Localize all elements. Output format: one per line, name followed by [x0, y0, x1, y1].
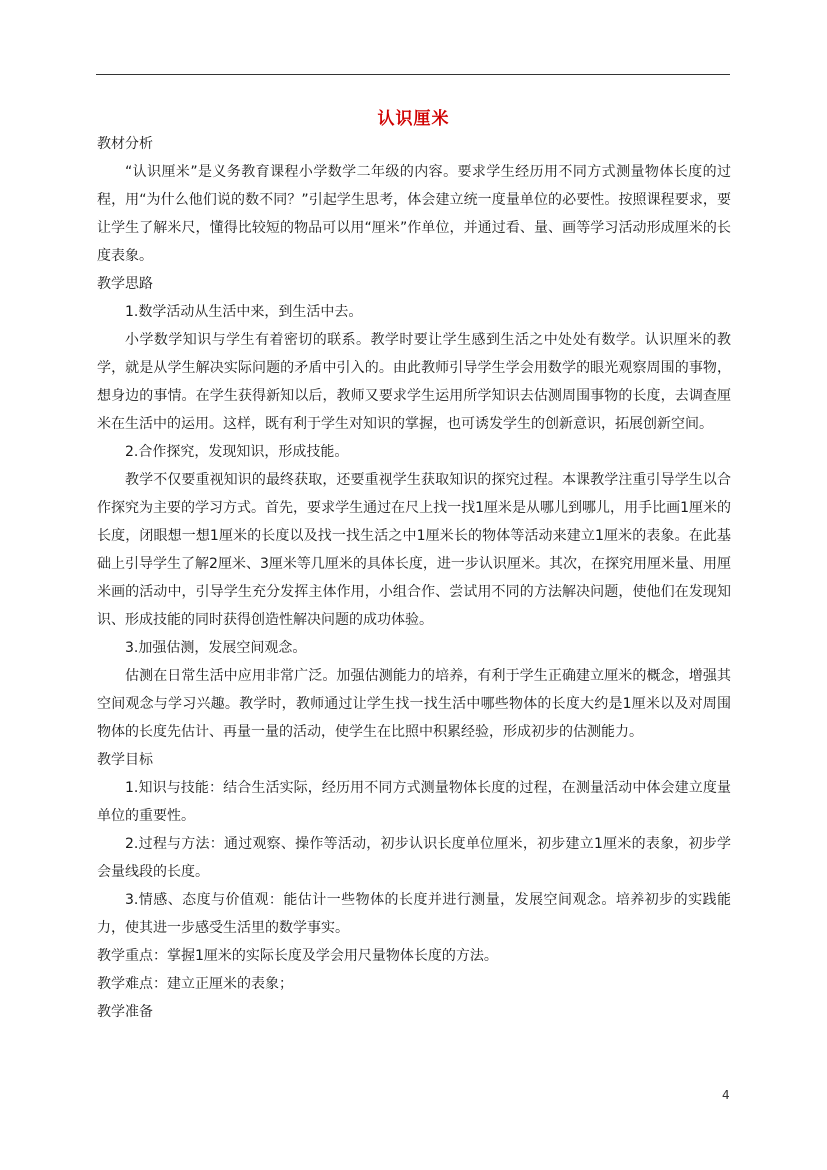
paragraph: 教学不仅要重视知识的最终获取，还要重视学生获取知识的探究过程。本课教学注重引导学生以合作探究为主要的学习方式。首先，要求学生通过在尺上找一找1厘米是从哪儿到哪儿，用手比画1厘米的长度，闭眼想一想1厘米的长度以及找一找生活之中1厘米长的物体等活动来建立1厘米的表象。在此基础上引导学生了解2厘米、3厘米等几厘米的具体长度，进一步认识厘米。其次，在探究用厘米量、用厘米画的活动中，引导学生充分发挥主体作用，小组合作、尝试用不同的方法解决问题，使他们在发现知识、形成技能的同时获得创造性解决问题的成功体验。 — [97, 472, 731, 628]
page-number: 4 — [722, 1088, 730, 1102]
paragraph: 教学难点：建立正厘米的表象； — [97, 976, 293, 992]
paragraph: 小学数学知识与学生有着密切的联系。教学时要让学生感到生活之中处处有数学。认识厘米的教学，就是从学生解决实际问题的矛盾中引入的。由此教师引导学生学会用数学的眼光观察周围的事物，想身边的事情。在学生获得新知以后，教师又要求学生运用所学知识去估测周围事物的长度，去调查厘米在生活中的运用。这样，既有利于学生对知识的掌握，也可诱发学生的创新意识，拓展创新空间。 — [97, 332, 731, 432]
paragraph: “认识厘米”是义务教育课程小学数学二年级的内容。要求学生经历用不同方式测量物体长度的过程，用“为什么他们说的数不同？”引起学生思考，体会建立统一度量单位的必要性。按照课程要求，要让学生了解米尺，懂得比较短的物品可以用“厘米”作单位，并通过看、量、画等学习活动形成厘米的长度表象。 — [97, 164, 731, 264]
paragraph: 2.过程与方法：通过观察、操作等活动，初步认识长度单位厘米，初步建立1厘米的表象，初步学会量线段的长度。 — [97, 836, 731, 880]
paragraph: 教学重点：掌握1厘米的实际长度及学会用尺量物体长度的方法。 — [97, 948, 498, 964]
paragraph: 教学思路 — [97, 276, 153, 292]
paragraph: 估测在日常生活中应用非常广泛。加强估测能力的培养，有利于学生正确建立厘米的概念，增强其空间观念与学习兴趣。教学时，教师通过让学生找一找生活中哪些物体的长度大约是1厘米以及对周围物体的长度先估计、再量一量的活动，使学生在比照中积累经验，形成初步的估测能力。 — [97, 668, 731, 740]
paragraph: 1.数学活动从生活中来，到生活中去。 — [125, 304, 363, 320]
paragraph: 3.加强估测，发展空间观念。 — [125, 640, 307, 656]
paragraph: 2.合作探究，发现知识，形成技能。 — [125, 444, 349, 460]
paragraph: 教学目标 — [97, 752, 153, 768]
document-body — [97, 130, 731, 1026]
document-title: 认识厘米 — [377, 109, 450, 129]
paragraph: 3.情感、态度与价值观：能估计一些物体的长度并进行测量，发展空间观念。培养初步的实践能力，使其进一步感受生活里的数学事实。 — [97, 892, 731, 936]
paragraph: 教学准备 — [97, 1004, 153, 1020]
header-rule — [96, 74, 730, 75]
paragraph: 1.知识与技能：结合生活实际，经历用不同方式测量物体长度的过程，在测量活动中体会建立度量单位的重要性。 — [97, 780, 731, 824]
paragraph: 教材分析 — [97, 136, 153, 152]
